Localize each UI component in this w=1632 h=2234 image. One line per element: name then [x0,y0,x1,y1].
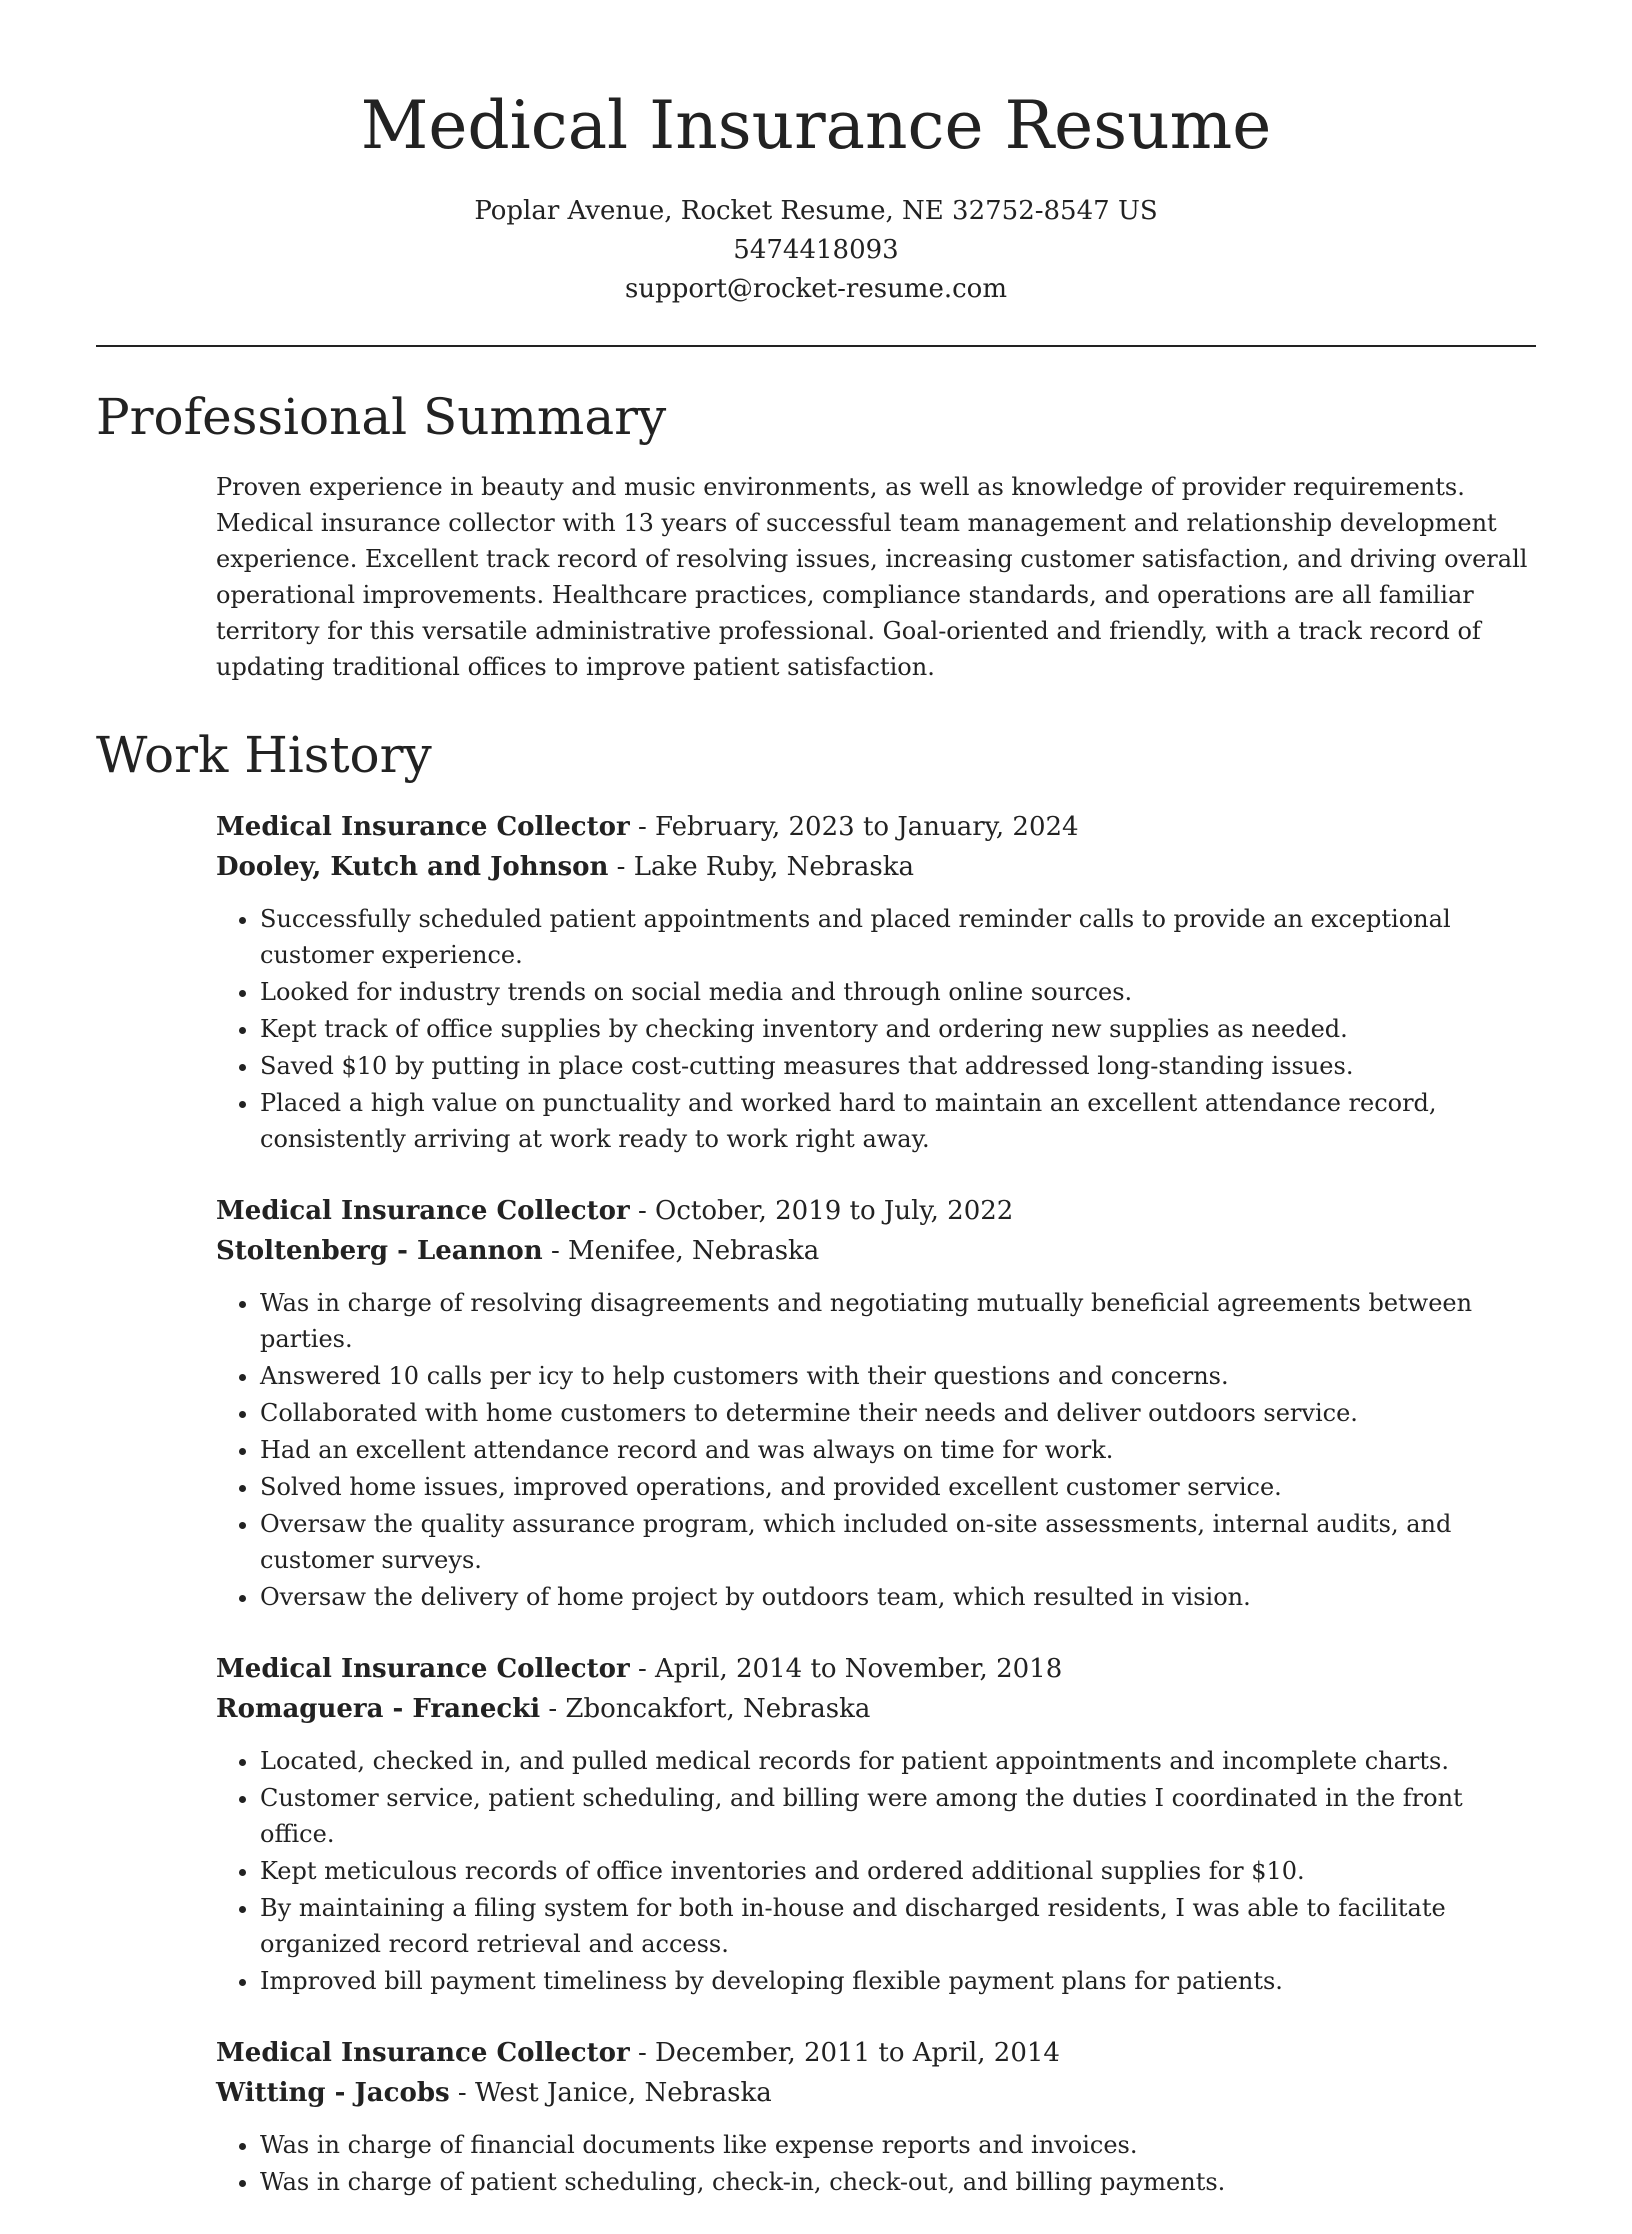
job-location: - Lake Ruby, Nebraska [608,852,914,882]
job-role: Medical Insurance Collector [216,2038,630,2068]
job-bullet-list [216,901,1536,1157]
job-bullet: • Improved bill payment timeliness by developing flexible payment plans for patients. [260,1963,1536,1999]
job-role: Medical Insurance Collector [216,812,630,842]
job-title-line [216,807,1536,847]
job-bullet-list [216,2127,1536,2200]
section-title-summary: Professional Summary [96,388,667,446]
email-address: support@rocket-resume.com [624,274,1007,304]
job-title-line [216,1649,1536,1689]
job-location: - West Janice, Nebraska [449,2078,772,2108]
job-bullet-list [216,1285,1536,1615]
job-entry [216,1649,1536,1999]
summary-section [216,469,1536,685]
job-bullet: • Was in charge of resolving disagreements and negotiating mutually beneficial agreements between parties. [260,1285,1536,1357]
job-entry [216,807,1536,1157]
job-bullet-list [216,1743,1536,1999]
job-bullet: • Kept track of office supplies by checking inventory and ordering new supplies as needed. [260,1011,1536,1047]
work-history-section [216,807,1536,2200]
job-dates: - February, 2023 to January, 2024 [629,812,1079,842]
job-dates: - October, 2019 to July, 2022 [629,1196,1014,1226]
job-bullet: • Successfully scheduled patient appointments and placed reminder calls to provide an exceptional customer experience. [260,901,1536,973]
job-bullet: • Looked for industry trends on social media and through online sources. [260,974,1536,1010]
header-divider [96,345,1536,347]
summary-text: Proven experience in beauty and music environments, as well as knowledge of provider requirements. Medical insurance collector with 13 years of successful team management and relationship development experience. Excellent track record of resolving issues, increasing customer satisfaction, and driving overall operational improvements. Healthcare practices, compliance standards, and operations are all familiar territory for this versatile administrative professional. Goal-oriented and friendly, with a track record of updating traditional offices to improve patient satisfaction. [216,473,1528,681]
phone-number: 5474418093 [733,235,899,265]
job-bullet: • Oversaw the delivery of home project by outdoors team, which resulted in vision. [260,1579,1536,1615]
job-title-line [216,1191,1536,1231]
address: Poplar Avenue, Rocket Resume, NE 32752-8547 US [474,196,1158,226]
job-bullet: • Collaborated with home customers to determine their needs and deliver outdoors service. [260,1395,1536,1431]
resume-page [96,0,1536,2234]
job-company-line [216,1231,1536,1271]
job-bullet: • Solved home issues, improved operations, and provided excellent customer service. [260,1469,1536,1505]
job-bullet: • By maintaining a filing system for both in-house and discharged residents, I was able to facilitate organized record retrieval and access. [260,1890,1536,1962]
resume-title: Medical Insurance Resume [360,87,1272,164]
job-company: Witting - Jacobs [216,2078,450,2108]
job-bullet: • Had an excellent attendance record and was always on time for work. [260,1432,1536,1468]
job-bullet: • Located, checked in, and pulled medical records for patient appointments and incomplete charts. [260,1743,1536,1779]
job-company: Dooley, Kutch and Johnson [216,852,609,882]
job-role: Medical Insurance Collector [216,1196,630,1226]
job-entry [216,1191,1536,1615]
job-title-line [216,2033,1536,2073]
job-company-line [216,2073,1536,2113]
job-bullet: • Was in charge of patient scheduling, check-in, check-out, and billing payments. [260,2164,1536,2200]
job-bullet: • Saved $10 by putting in place cost-cutting measures that addressed long-standing issues. [260,1048,1536,1084]
job-dates: - April, 2014 to November, 2018 [629,1654,1063,1684]
job-dates: - December, 2011 to April, 2014 [629,2038,1060,2068]
job-role: Medical Insurance Collector [216,1654,630,1684]
contact-info [96,192,1536,309]
job-company-line [216,847,1536,887]
resume-header [96,0,1536,309]
job-location: - Menifee, Nebraska [542,1236,820,1266]
job-bullet: • Oversaw the quality assurance program, which included on-site assessments, internal audits, and customer surveys. [260,1506,1536,1578]
job-company: Romaguera - Franecki [216,1694,541,1724]
job-bullet: • Placed a high value on punctuality and worked hard to maintain an excellent attendance record, consistently arriving at work ready to work right away. [260,1085,1536,1157]
job-bullet: • Customer service, patient scheduling, and billing were among the duties I coordinated in the front office. [260,1780,1536,1852]
job-company-line [216,1689,1536,1729]
job-bullet: • Was in charge of financial documents like expense reports and invoices. [260,2127,1536,2163]
section-title-work-history: Work History [96,726,432,784]
job-location: - Zboncakfort, Nebraska [540,1694,871,1724]
job-entry [216,2033,1536,2200]
job-bullet: • Answered 10 calls per icy to help customers with their questions and concerns. [260,1358,1536,1394]
job-bullet: • Kept meticulous records of office inventories and ordered additional supplies for $10. [260,1853,1536,1889]
job-company: Stoltenberg - Leannon [216,1236,543,1266]
